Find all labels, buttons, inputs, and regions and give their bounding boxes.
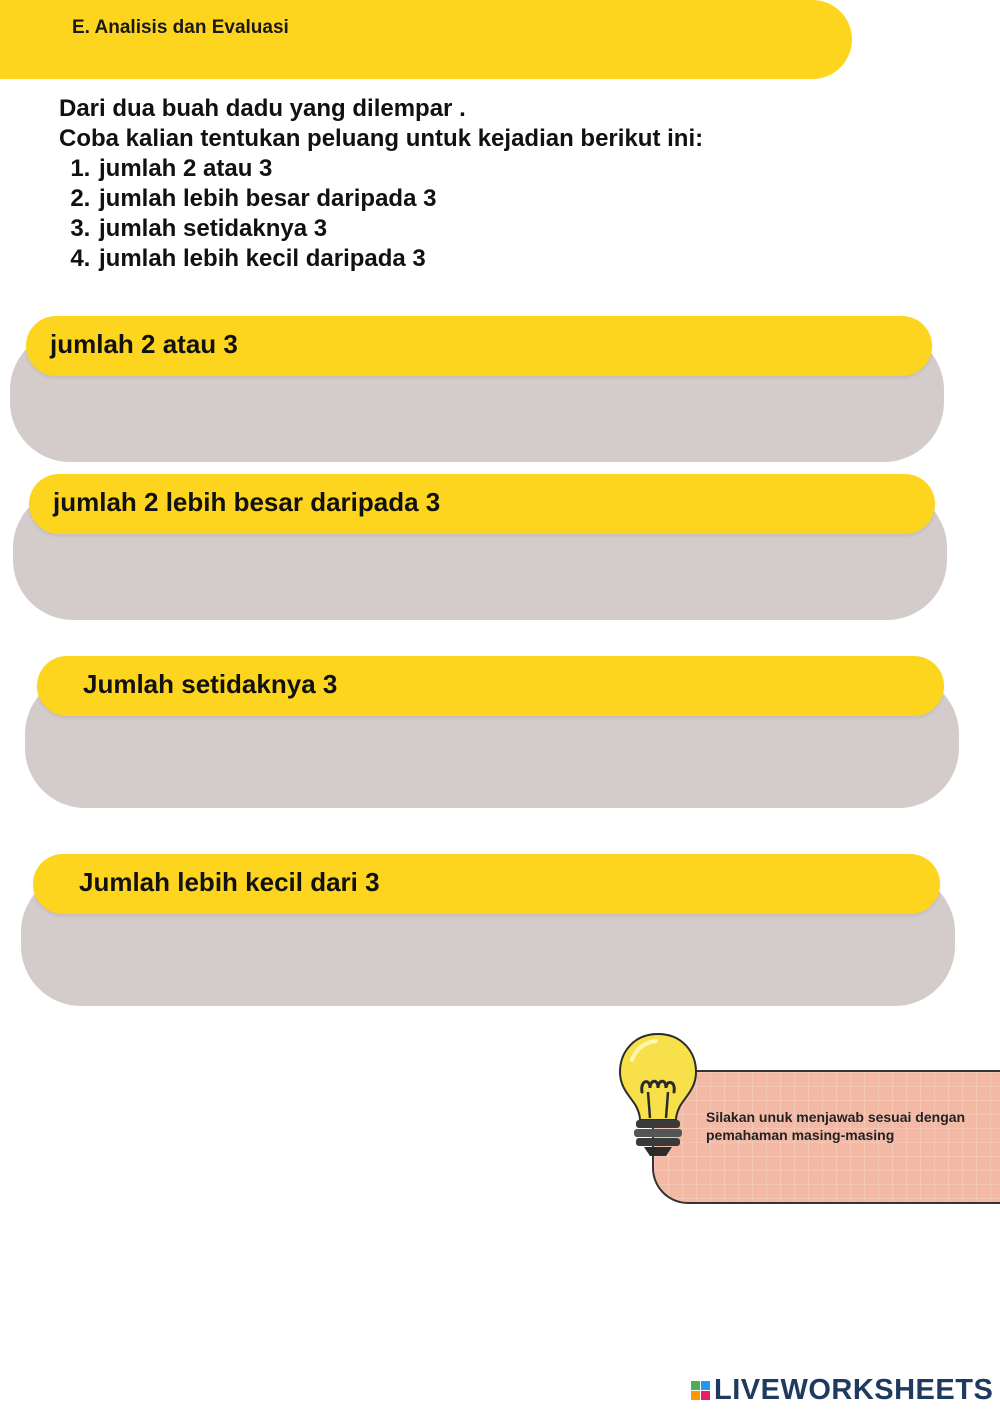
answer-input-2[interactable]	[53, 540, 907, 612]
answer-label: Jumlah setidaknya 3	[83, 669, 338, 699]
question-item: 4. jumlah lebih kecil daripada 3	[97, 244, 703, 274]
answer-label: jumlah 2 lebih besar daripada 3	[53, 487, 441, 517]
question-list	[59, 154, 703, 274]
answer-label-bar	[33, 854, 940, 914]
tip-note	[612, 1030, 1000, 1205]
answer-input-1[interactable]	[50, 382, 904, 454]
answer-label-bar	[26, 316, 932, 376]
brand-name: LIVEWORKSHEETS	[714, 1373, 994, 1406]
answer-label: jumlah 2 atau 3	[50, 329, 238, 359]
liveworksheets-logo[interactable]	[691, 1374, 993, 1406]
answer-input-3[interactable]	[65, 724, 919, 800]
answer-input-4[interactable]	[61, 922, 915, 998]
lightbulb-icon	[612, 1030, 712, 1160]
answer-card-4	[21, 854, 955, 1006]
header-banner	[0, 0, 852, 79]
answer-label-bar	[29, 474, 935, 534]
answer-label-bar	[37, 656, 944, 716]
question-item: 2. jumlah lebih besar daripada 3	[97, 184, 703, 214]
intro-line-1: Dari dua buah dadu yang dilempar .	[59, 95, 466, 122]
answer-card-1	[10, 316, 944, 462]
section-title: E. Analisis dan Evaluasi	[72, 17, 289, 38]
answer-card-2	[13, 474, 947, 620]
logo-mark-icon	[691, 1381, 710, 1400]
intro-line-2: Coba kalian tentukan peluang untuk kejadian berikut ini:	[59, 125, 704, 152]
question-item: 3. jumlah setidaknya 3	[97, 214, 703, 244]
answer-card-3	[25, 656, 959, 808]
question-item: 1. jumlah 2 atau 3	[97, 154, 703, 184]
question-intro	[59, 94, 703, 274]
tip-text: Silakan unuk menjawab sesuai dengan pemahaman masing-masing	[706, 1109, 966, 1143]
answer-label: Jumlah lebih kecil dari 3	[79, 867, 380, 897]
